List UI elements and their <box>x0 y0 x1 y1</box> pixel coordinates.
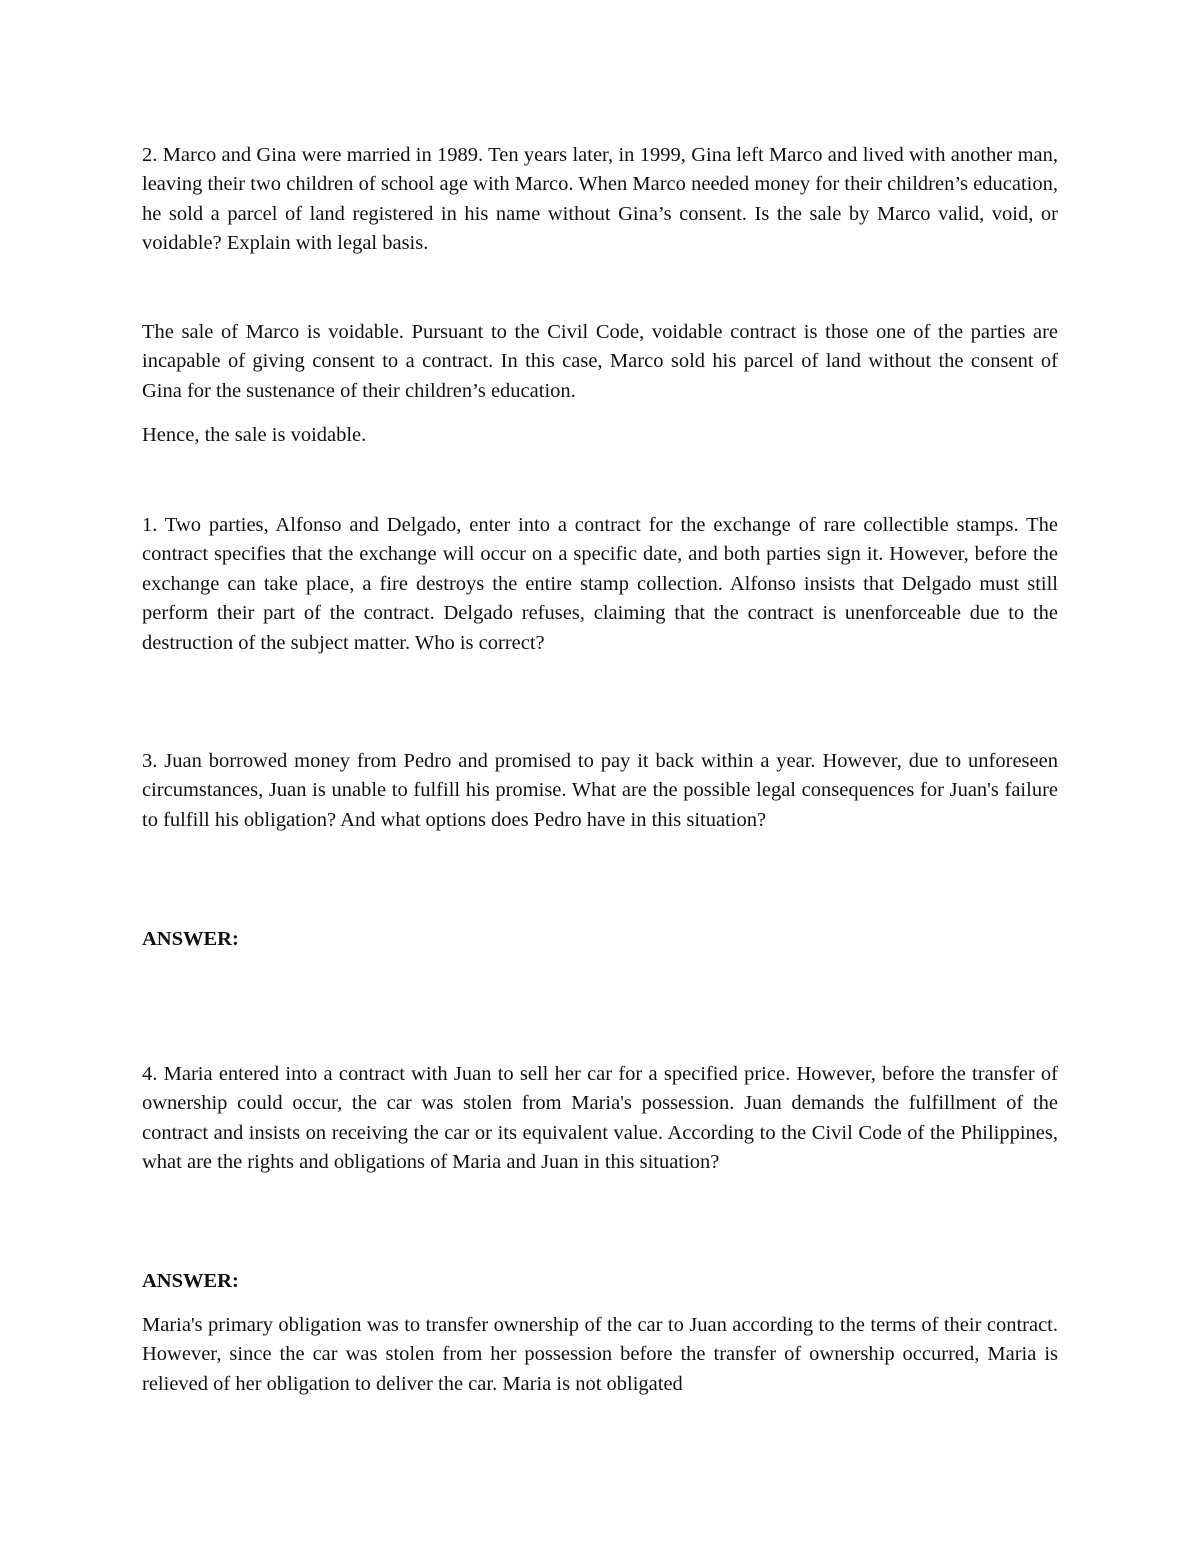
question-3-text: 3. Juan borrowed money from Pedro and promised to pay it back within a year. However, due to unforeseen circumstances, Juan is unable to fulfill his promise. What are the possible legal consequences for Juan's failure to fulfill his obligation? And what options does Pedro have in this situation? <box>142 750 1058 831</box>
question-4-text: 4. Maria entered into a contract with Juan to sell her car for a specified price. However, before the transfer of ownership could occur, the car was stolen from Maria's possession. Juan demands the fulfillment of the contract and insists on receiving the car or its equivalent value. According to the Civil Code of the Philippines, what are the rights and obligations of Maria and Juan in this situation? <box>142 1063 1058 1174</box>
question-4-answer-label: ANSWER: <box>142 1270 239 1292</box>
question-2-answer: The sale of Marco is voidable. Pursuant to the Civil Code, voidable contract is those one of the parties are incapable of giving consent to a contract. In this case, Marco sold his parcel of land without the consent of Gina for the sustenance of their children’s education. <box>142 321 1058 402</box>
question-2-conclusion: Hence, the sale is voidable. <box>142 424 367 446</box>
question-4-answer: Maria's primary obligation was to transfer ownership of the car to Juan according to the terms of their contract. However, since the car was stolen from her possession before the transfer of ownership occurred, Maria is relieved of her obligation to deliver the car. Maria is not obligated <box>142 1314 1058 1395</box>
question-3-answer-label: ANSWER: <box>142 928 239 950</box>
question-2-text: 2. Marco and Gina were married in 1989. Ten years later, in 1999, Gina left Marco and lived with another man, leaving their two children of school age with Marco. When Marco needed money for their children’s education, he sold a parcel of land registered in his name without Gina’s consent. Is the sale by Marco valid, void, or voidable? Explain with legal basis. <box>142 144 1058 255</box>
question-1-text: 1. Two parties, Alfonso and Delgado, enter into a contract for the exchange of rare collectible stamps. The contract specifies that the exchange will occur on a specific date, and both parties sign it. However, before the exchange can take place, a fire destroys the entire stamp collection. Alfonso insists that Delgado must still perform their part of the contract. Delgado refuses, claiming that the contract is unenforceable due to the destruction of the subject matter. Who is correct? <box>142 514 1058 654</box>
